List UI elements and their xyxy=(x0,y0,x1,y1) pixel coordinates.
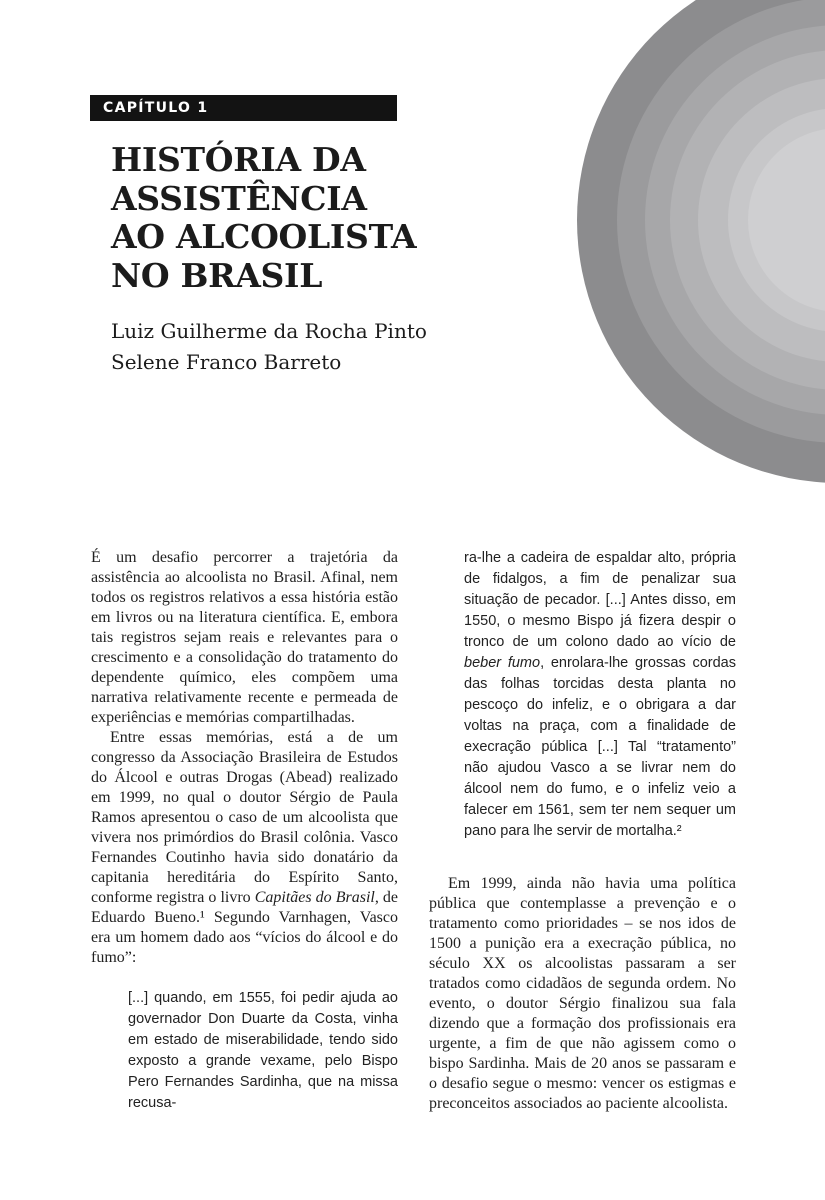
text-segment: ra-lhe a cadeira de espaldar alto, própria de fidalgos, a fim de penalizar sua situação de pecador. [...] Antes disso, em 1550, o mesmo Bispo já fizera despir o tronco de um colono dado ao vício de xyxy=(464,550,736,650)
title-line: HISTÓRIA DA xyxy=(111,140,366,179)
author-name: Luiz Guilherme da Rocha Pinto xyxy=(111,319,427,343)
authors-block xyxy=(111,316,427,378)
paragraph-congress xyxy=(91,728,398,968)
book-title-italic: Capitães do Brasil xyxy=(254,889,375,906)
text-segment: , enrolara-lhe grossas cordas das folhas torcidas desta planta no pescoço do infeliz, e o obrigara a dar voltas na praça, com a finalidade de execração pública [...] Tal “tratamento” não ajudou Vasco a se livrar nem do álcool nem do fumo, e o infeliz veio a falecer em 1561, sem ter nem sequer um pano para lhe servir de mortalha.² xyxy=(464,655,736,839)
phrase-italic: beber fumo xyxy=(464,655,541,671)
chapter-label: CAPÍTULO 1 xyxy=(103,99,209,116)
title-line: ASSISTÊNCIA xyxy=(111,178,367,218)
blockquote-part-2 xyxy=(464,548,736,842)
title-line: AO ALCOOLISTA xyxy=(111,217,417,256)
blockquote-part-1: [...] quando, em 1555, foi pedir ajuda ao governador Don Duarte da Costa, vinha em estado de miserabilidade, tendo sido exposto a grande vexame, pelo Bispo Pero Fernandes Sardinha, que na missa recusa- xyxy=(128,990,398,1111)
text-segment: , de Eduardo Bueno.¹ Segundo Varnhagen, Vasco era um homem dado aos “vícios do álcool e do fumo”: xyxy=(91,889,398,966)
title-line: NO BRASIL xyxy=(111,255,323,295)
chapter-label-bar xyxy=(90,95,397,121)
text-column-right xyxy=(429,548,736,1114)
paragraph-intro: É um desafio percorrer a trajetória da assistência ao alcoolista no Brasil. Afinal, nem todos os registros relativos a essa história estão em livros ou na literatura científica. E, embora tais registros sejam reais e relevantes para o crescimento e a consolidação do tratamento do dependente químico, eles compõem uma narrativa relativamente recente e permeada de experiências e memórias compartilhadas. xyxy=(91,549,398,726)
author-name: Selene Franco Barreto xyxy=(111,350,342,374)
chapter-title xyxy=(111,141,416,295)
text-column-left xyxy=(91,548,398,1114)
paragraph-closing: Em 1999, ainda não havia uma política pública que contemplasse a prevenção e o tratamento como prioridades – se nos idos de 1500 a punição era a execração pública, no século XX os alcoolistas passaram a ser tratados como cidadãos de segunda ordem. No evento, o doutor Sérgio finalizou sua fala dizendo que a formação dos profissionais era urgente, a fim de que não agissem como o bispo Sardinha. Mais de 20 anos se passaram e o desafio segue o mesmo: vencer os estigmas e preconceitos associados ao paciente alcoolista. xyxy=(429,875,736,1112)
text-segment: Entre essas memórias, está a de um congresso da Associação Brasileira de Estudos do Álcool e outras Drogas (Abead) realizado em 1999, no qual o doutor Sérgio de Paula Ramos apresentou o caso de um alcoolista que vivera nos primórdios do Brasil colônia. Vasco Fernandes Coutinho havia sido donatário da capitania hereditária do Espírito Santo, conforme registra o livro xyxy=(91,729,398,906)
